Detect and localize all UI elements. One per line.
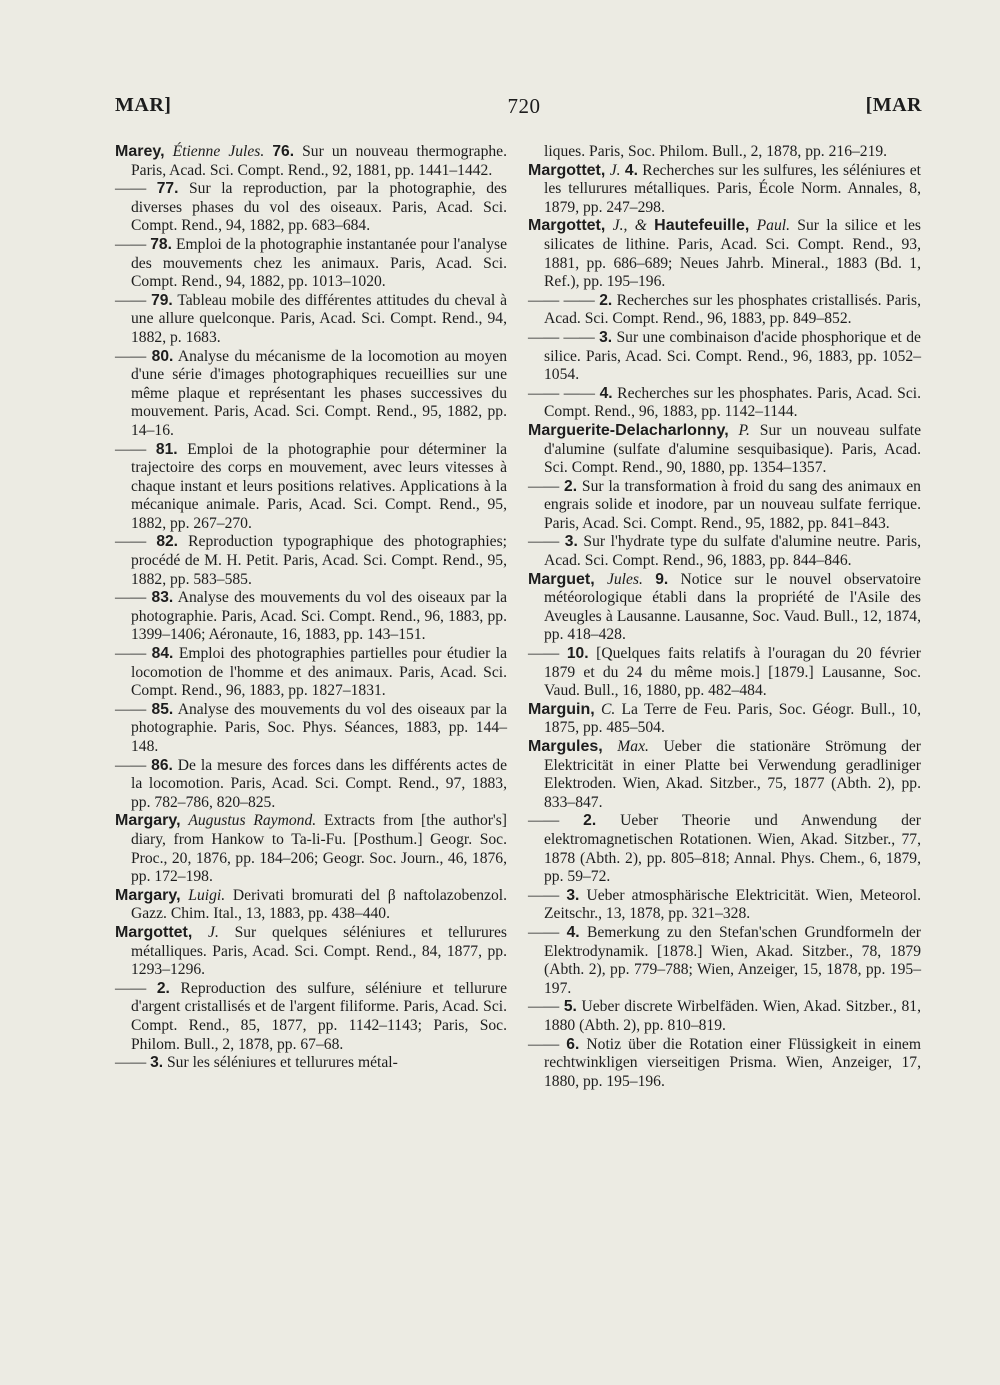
entry-text: Ueber atmosphärische Elektricität. Wien, Meteorol. Zeitschr., 13, 1878, pp. 321–328. [544,886,921,923]
entry-text: Emploi des photographies partielles pour étudier la locomotion de l'homme et des animaux. Paris, Acad. Sci. Compt. Rend., 96, 1883, pp. 1827–1831. [131,645,507,700]
ditto-dash: —— [528,477,560,495]
entry-given-name: J., & [612,217,655,235]
entry-given-name: C. [600,700,616,718]
ditto-dash: —— [115,347,147,365]
entry-given-name: Étienne Jules. [172,143,265,160]
entry-text: Derivati bromurati del β naftolazobenzol. Gazz. Chim. Ital., 13, 1883, pp. 438–440. [131,886,507,923]
entry-number: 76. [272,143,295,160]
entry-text: Ueber Theorie und Anwendung der elektromagnetischen Rotationen. Wien, Akad. Sitzber., 77, 1878 (Abth. 2), pp. 805–818; Annal. Phys. Chem., 6, 1879, pp. 59–72. [544,812,921,886]
entry-text: Sur un nouveau thermographe. Paris, Acad. Sci. Compt. Rend., 92, 1881, pp. 1441–1442. [131,143,507,179]
entry-number: 86. [151,756,173,774]
bibliography-entry [115,701,507,757]
bibliography-entry [528,385,921,422]
bibliography-entry [528,533,921,570]
entry-number: 4. [566,923,580,941]
entry-given-name: J. [609,161,621,179]
ditto-dash: —— [115,291,147,309]
bibliography-entry [528,738,921,812]
header-right: [MAR [865,94,922,116]
entry-number: 3. [566,886,580,904]
bibliography-entry [528,292,921,329]
bibliography-entry [528,812,921,886]
bibliography-entry [528,478,921,534]
bibliography-entry [528,998,921,1035]
bibliography-entry [115,292,507,348]
entry-author: Margary, [115,886,181,904]
bibliography-entry [115,980,507,1054]
ditto-dash: —— [115,756,147,774]
entry-number: 2. [599,291,613,309]
entry-text: Sur la transformation à froid du sang des animaux en engrais solide et inodore, par un nouveau sulfate ferrique. Paris, Acad. Sci. Compt. Rend., 95, 1882, pp. 841–843. [544,477,921,532]
entry-author: Margottet, [528,161,606,179]
entry-text: Sur l'hydrate type du sulfate d'alumine neutre. Paris, Acad. Sci. Compt. Rend., 96, 1883, pp. 844–846. [544,533,921,570]
entry-text: La Terre de Feu. Paris, Soc. Géogr. Bull., 10, 1875, pp. 485–504. [544,700,921,737]
entry-text: Bemerkung zu den Stefan'schen Grundformeln der Elektrodynamik. [1878.] Wien, Akad. Sitzber., 78, 1879 (Abth. 2), pp. 779–788; Wien, Anzeiger, 15, 1878, pp. 195–197. [544,923,921,997]
entry-number: 84. [151,645,174,663]
entry-text: Analyse des mouvements du vol des oiseaux par la photographie. Paris, Soc. Phys. Séances, 1883, pp. 144–148. [131,700,508,755]
ditto-dash: —— —— [528,291,595,309]
entry-given-name: J. [208,923,219,941]
entry-text: Ueber die stationäre Strömung der Elektricität in einer Platte bei Verwendung geradliniger Elektroden. Wien, Akad. Sitzber., 75, 1877 (Abth. 2), pp. 833–847. [544,738,921,811]
ditto-dash: —— [528,645,560,663]
entry-text: Extracts from [the author's] diary, from Hankow to Ta-li-Fu. [Posthum.] Geogr. Soc. Proc., 20, 1876, pp. 184–206; Geogr. Soc. Journ., 46, 1876, pp. 172–198. [131,812,508,886]
bibliography-entry [115,589,507,645]
ditto-dash: —— [528,886,560,904]
entry-number: 80. [151,347,174,365]
entry-text: liques. Paris, Soc. Philom. Bull., 2, 1878, pp. 216–219. [544,143,888,160]
ditto-dash: —— [528,923,560,941]
entry-text: Recherches sur les phosphates. Paris, Acad. Sci. Compt. Rend., 96, 1883, pp. 1142–1144. [544,384,921,421]
entry-text: Emploi de la photographie pour déterminer la trajectoire des corps en mouvement, avec leurs vitesses à chaque instant et leurs positions relatives. Applications à la mécanique animale. Paris, Acad. Sci. Compt. Rend., 95, 1882, pp. 267–270. [131,440,507,532]
bibliography-entry [528,645,921,701]
bibliography-entry [528,924,921,998]
entry-number: 83. [151,589,174,607]
bibliography-entry [115,441,507,534]
entry-text: De la mesure des forces dans les différents actes de la locomotion. Paris, Acad. Sci. Compt. Rend., 97, 1883, pp. 782–786, 820–825. [131,756,507,811]
ditto-dash: —— [115,235,147,253]
entry-given-name: Max. [617,738,649,755]
bibliography-entry [115,533,507,589]
entry-number: 3. [150,1054,164,1072]
ditto-dash: —— [115,979,147,997]
entry-text: Sur la silice et les silicates de lithine. Paris, Acad. Sci. Compt. Rend., 93, 1881, pp. 686–689; Neues Jahrb. Mineral., 1883 (Bd. 1, Ref.), pp. 195–196. [544,217,921,291]
ditto-dash: —— [115,440,147,458]
entry-number: 10. [566,645,589,663]
bibliography-entry [528,217,921,291]
entry-given-name: Luigi. [188,886,226,904]
entry-number: 2. [564,477,578,495]
entry-given-name: Jules. [606,570,643,588]
entry-text: Reproduction typographique des photographies; procédé de M. H. Petit. Paris, Acad. Sci. Compt. Rend., 95, 1882, pp. 583–585. [131,533,507,588]
ditto-dash: —— [115,180,147,198]
entry-number: 2. [156,979,170,997]
entry-number: 81. [155,440,178,458]
bibliography-entry [528,887,921,924]
entry-author: Margary, [115,812,181,830]
ditto-dash: —— —— [528,384,595,402]
entry-author: Marguerite-Delacharlonny, [528,421,729,439]
bibliography-entry [115,887,507,924]
entry-author: Margottet, [115,923,193,941]
ditto-dash: —— [115,589,147,607]
bibliography-entry [115,1054,507,1073]
ditto-dash: —— [115,1054,147,1072]
entry-number: 79. [151,291,173,309]
bibliography-entry [115,757,507,813]
entry-text: Reproduction des sulfure, séléniure et tellurure d'argent cristallisés et de l'argent filiforme. Paris, Acad. Sci. Compt. Rend., 85, 1877, pp. 1142–1143; Paris, Soc. Philom. Bull., 2, 1878, pp. 67–68. [131,979,507,1053]
entry-text: Notice sur le nouvel observatoire météorologique établi dans la propriété de l'Asile des Aveugles à Lausanne. Lausanne, Soc. Vaud. Bull., 12, 1874, pp. 418–428. [544,570,921,644]
entry-number: 77. [156,180,179,198]
bibliography-entry [115,180,507,236]
bibliography-entry [528,1036,921,1092]
page-number: 720 [507,94,541,118]
entry-number: 9. [655,570,669,588]
entry-text: Sur les séléniures et tellurures métal- [163,1054,398,1072]
ditto-dash: —— [528,533,560,551]
entry-number: 6. [566,1035,580,1053]
bibliography-entry [528,571,921,645]
bibliography-entry [528,422,921,478]
entry-text: Ueber discrete Wirbelfäden. Wien, Akad. Sitzber., 81, 1880 (Abth. 2), pp. 810–819. [544,998,921,1034]
entry-text: Notiz über die Rotation einer Flüssigkeit in einem rechtwinkligen vierseitigen Prisma. Wien, Anzeiger, 17, 1880, pp. 195–196. [544,1035,921,1090]
entry-author: Margules, [528,738,603,755]
ditto-dash: —— [115,700,147,718]
entry-text: [Quelques faits relatifs à l'ouragan du 20 février 1879 et du 24 du même mois.] [1879.] Lausanne, Soc. Vaud. Bull., 16, 1880, pp. 482–484. [544,645,921,700]
ditto-dash: —— [115,533,147,551]
ditto-dash: —— [115,645,147,663]
right-column [528,143,921,1091]
entry-number: 3. [599,328,613,346]
entry-author: Marguin, [528,700,595,718]
entry-number: 2. [583,812,597,830]
entry-text: Analyse des mouvements du vol des oiseaux par la photographie. Paris, Acad. Sci. Compt. Rend., 96, 1883, pp. 1399–1406; Aéronaute, 16, 1883, pp. 143–151. [131,589,508,644]
entry-text: Tableau mobile des différentes attitudes du cheval à une allure quelconque. Paris, Acad. Sci. Compt. Rend., 94, 1882, p. 1683. [131,291,507,346]
entry-text: Sur quelques séléniures et tellurures métalliques. Paris, Acad. Sci. Compt. Rend., 84, 1877, pp. 1293–1296. [131,923,507,979]
entry-text: Emploi de la photographie instantanée pour l'analyse des mouvements chez les animaux. Paris, Acad. Sci. Compt. Rend., 94, 1882, pp. 1013–1020. [131,235,507,291]
entry-given-name: Augustus Raymond. [188,812,317,830]
header-left: MAR] [115,94,172,116]
entry-number: 85. [151,700,174,718]
bibliography-entry [528,701,921,738]
entry-coauthor-given-name: Paul. [756,217,790,235]
entry-text: Recherches sur les sulfures, les séléniures et les tellurures métalliques. Paris, École Norm. Annales, 8, 1879, pp. 247–298. [544,161,921,216]
entry-given-name: P. [738,421,750,439]
bibliography-entry [115,348,507,441]
entry-author: Marguet, [528,570,595,588]
ditto-dash: —— [528,812,560,830]
bibliography-entry [115,645,507,701]
bibliography-entry [528,329,921,385]
entry-text: Sur une combinaison d'acide phosphorique et de silice. Paris, Acad. Sci. Compt. Rend., 96, 1883, pp. 1052–1054. [544,328,921,384]
entry-text: Recherches sur les phosphates cristallisés. Paris, Acad. Sci. Compt. Rend., 96, 1883, pp. 849–852. [544,291,921,328]
bibliography-entry [528,143,921,162]
bibliography-entry [115,812,507,886]
page-header [0,94,1000,124]
bibliography-entry [115,236,507,292]
entry-text: Sur un nouveau sulfate d'alumine (sulfate d'alumine sesquibasique). Paris, Acad. Sci. Compt. Rend., 90, 1880, pp. 1354–1357. [544,421,921,477]
ditto-dash: —— [528,1035,560,1053]
ditto-dash: —— [528,998,560,1016]
entry-number: 82. [156,533,179,551]
entry-author: Margottet, [528,217,606,235]
bibliography-entry [115,143,507,180]
entry-text: Sur la reproduction, par la photographie, des diverses phases du vol des oiseaux. Paris, Acad. Sci. Compt. Rend., 94, 1882, pp. 683–684. [131,180,507,235]
bibliography-entry [115,924,507,980]
ditto-dash: —— —— [528,328,595,346]
entry-number: 3. [564,533,578,551]
bibliography-entry [528,162,921,218]
entry-author: Marey, [115,143,165,160]
entry-number: 5. [563,998,577,1016]
entry-number: 4. [599,384,613,402]
entry-coauthor: Hautefeuille, [654,217,750,235]
entry-text: Analyse du mécanisme de la locomotion au moyen d'une série d'images photographiques recueillies sur une même plaque et représentant les phases successives du mouvement. Paris, Acad. Sci. Compt. Rend., 95, 1882, pp. 14–16. [131,347,507,439]
entry-number: 78. [150,235,172,253]
entry-number: 4. [624,161,638,179]
left-column [115,143,507,1073]
